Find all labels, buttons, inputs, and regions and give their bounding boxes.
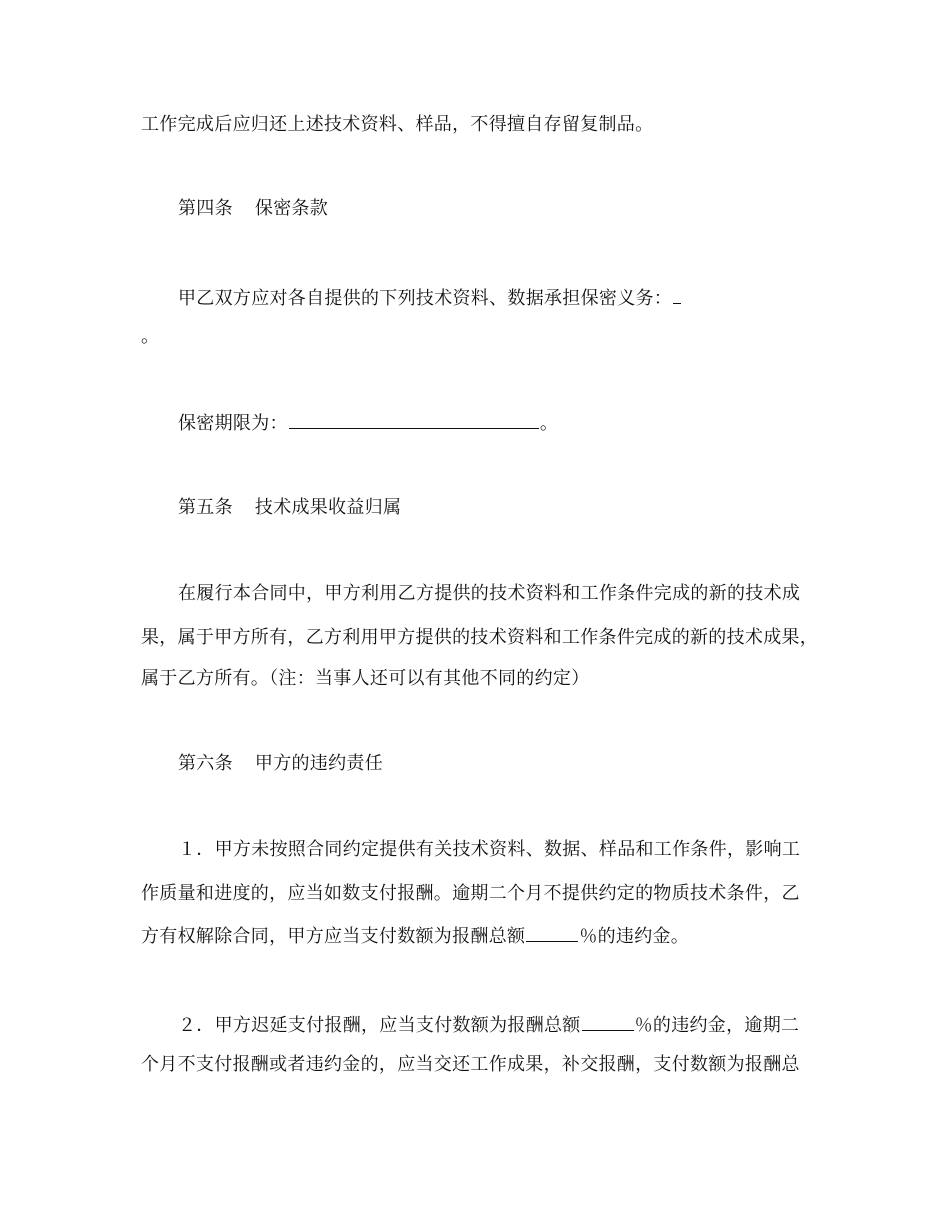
article-number: 第六条 xyxy=(178,753,233,774)
paragraph-line: 。 xyxy=(141,326,160,347)
article-number: 第五条 xyxy=(178,497,233,518)
blank-field xyxy=(582,1012,634,1031)
paragraph-line: 作质量和进度的，应当如数支付报酬。逾期二个月不提供约定的物质技术条件，乙 xyxy=(141,883,800,904)
article-number: 第四条 xyxy=(178,198,233,219)
paragraph-line: 个月不支付报酬或者违约金的，应当交还工作成果，补交报酬，支付数额为报酬总 xyxy=(141,1054,800,1075)
paragraph-line: 工作完成后应归还上述技术资料、样品，不得擅自存留复制品。 xyxy=(141,114,654,135)
paragraph-line xyxy=(141,923,689,949)
article-title: 甲方的违约责任 xyxy=(254,753,384,774)
paragraph-text: ２．甲方迟延支付报酬，应当支付数额为报酬总额 xyxy=(178,1015,581,1036)
blank-field xyxy=(673,285,681,304)
blank-field xyxy=(526,923,578,942)
blank-field xyxy=(289,410,539,429)
article-4-heading xyxy=(178,197,328,221)
article-6-heading xyxy=(178,752,383,776)
paragraph-text: 甲乙双方应对各自提供的下列技术资料、数据承担保密义务： xyxy=(178,288,673,309)
paragraph-line xyxy=(178,1012,799,1038)
paragraph-text: ％的违约金。 xyxy=(579,926,690,947)
paragraph-line: 在履行本合同中，甲方利用乙方提供的技术资料和工作条件完成的新的技术成 xyxy=(178,583,801,604)
paragraph-line: 果，属于甲方所有，乙方利用甲方提供的技术资料和工作条件完成的新的技术成果， xyxy=(141,627,819,648)
paragraph-line: １．甲方未按照合同约定提供有关技术资料、数据、样品和工作条件，影响工 xyxy=(178,839,801,860)
paragraph-text: ％的违约金，逾期二 xyxy=(634,1015,800,1036)
paragraph-text: 方有权解除合同，甲方应当支付数额为报酬总额 xyxy=(141,926,526,947)
paragraph-line: 属于乙方所有。（注：当事人还可以有其他不同的约定） xyxy=(141,668,590,689)
paragraph-text: 。 xyxy=(539,413,559,434)
article-title: 保密条款 xyxy=(254,198,329,219)
confidentiality-period-label: 保密期限为： xyxy=(178,413,288,434)
article-5-heading xyxy=(178,496,401,520)
paragraph-line xyxy=(178,410,558,436)
paragraph-line xyxy=(178,285,682,311)
article-title: 技术成果收益归属 xyxy=(254,497,402,518)
